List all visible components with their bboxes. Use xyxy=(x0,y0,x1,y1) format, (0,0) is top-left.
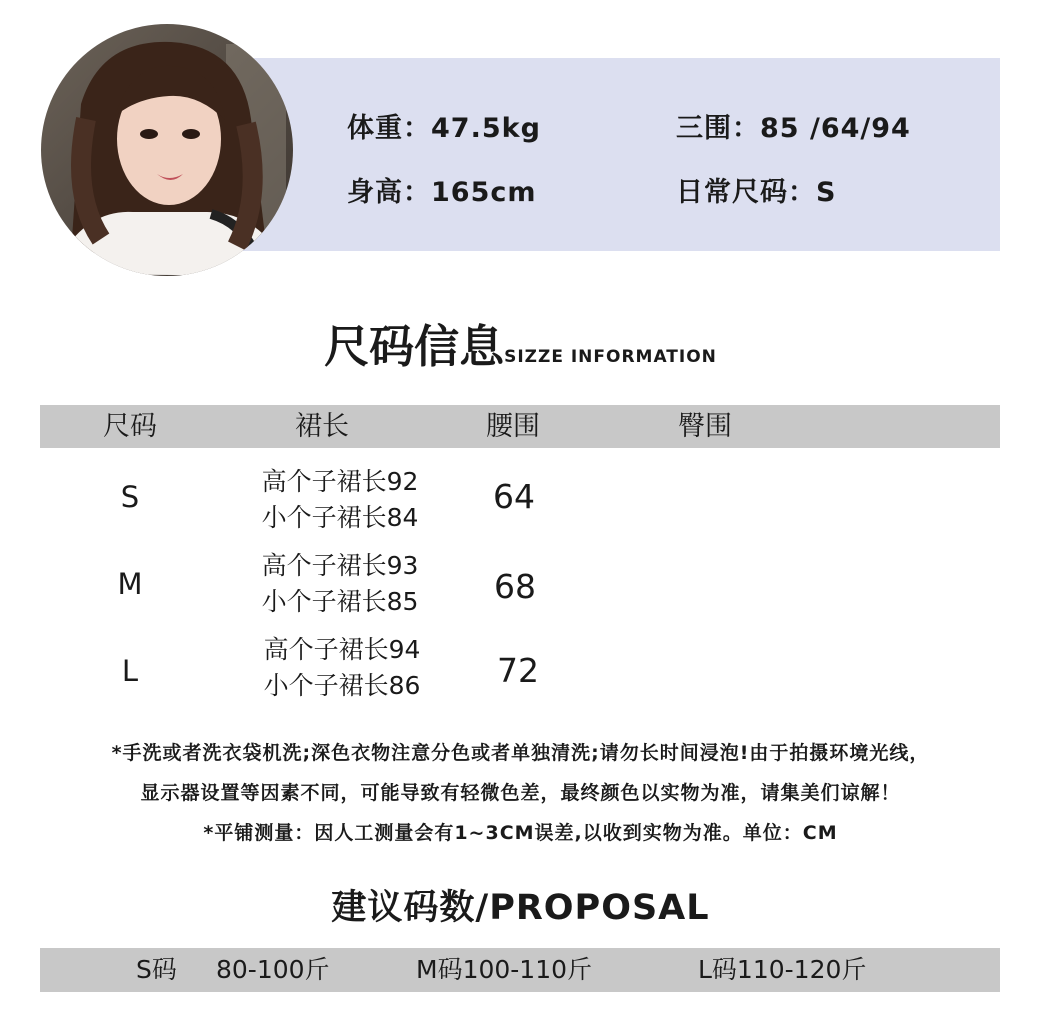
header-waist: 腰围 xyxy=(486,411,540,442)
care-note-line-1: *手洗或者洗衣袋机洗;深色衣物注意分色或者单独清洗;请勿长时间浸泡!由于拍摄环境光线， xyxy=(111,742,930,764)
size-m: M xyxy=(117,567,143,601)
length-tall-l: 高个子裙长94 xyxy=(263,635,421,664)
waist-l: 72 xyxy=(497,651,539,690)
daily-size-value: S xyxy=(816,177,837,208)
header-hip: 臀围 xyxy=(678,411,732,442)
model-info-band xyxy=(190,58,1000,251)
size-table-header xyxy=(40,405,1000,448)
waist-s: 64 xyxy=(493,477,535,516)
length-tall-m: 高个子裙长93 xyxy=(261,551,419,580)
header-length: 裙长 xyxy=(295,411,349,442)
length-short-s: 小个子裙长84 xyxy=(261,503,419,532)
height-label: 身高： xyxy=(347,177,431,208)
size-info-subtitle: SIZZE INFORMATION xyxy=(504,347,717,367)
measurement-note: *平铺测量：因人工测量会有1~3CM误差,以收到实物为准。单位：CM xyxy=(203,822,838,844)
length-l xyxy=(232,632,452,704)
care-note-line-2: 显示器设置等因素不同，可能导致有轻微色差，最终颜色以实物为准，请集美们谅解！ xyxy=(140,782,901,804)
size-l: L xyxy=(121,654,139,688)
size-info-title: 尺码信息 xyxy=(324,320,505,373)
weight-value: 47.5kg xyxy=(431,113,541,144)
proposal-title: 建议码数/PROPOSAL xyxy=(331,888,710,928)
weight-info xyxy=(347,106,541,145)
size-s: S xyxy=(120,480,140,514)
length-short-m: 小个子裙长85 xyxy=(261,587,419,616)
weight-label: 体重： xyxy=(347,113,431,144)
measurements-value: 85 /64/94 xyxy=(760,113,911,144)
length-tall-s: 高个子裙长92 xyxy=(261,467,419,496)
waist-m: 68 xyxy=(494,567,536,606)
height-info xyxy=(347,170,537,209)
height-value: 165cm xyxy=(431,177,537,208)
measurements-info xyxy=(676,106,911,145)
daily-size-info xyxy=(676,170,836,209)
proposal-bar xyxy=(40,948,1000,992)
model-photo-illustration xyxy=(41,24,293,276)
proposal-size-s: S码 xyxy=(136,955,177,984)
proposal-size-l: L码110-120斤 xyxy=(698,955,867,984)
daily-size-label: 日常尺码： xyxy=(676,177,816,208)
proposal-size-m: M码100-110斤 xyxy=(416,955,593,984)
length-short-l: 小个子裙长86 xyxy=(263,671,421,700)
model-photo xyxy=(41,24,293,276)
length-s xyxy=(230,464,450,536)
size-info-heading xyxy=(0,310,1041,375)
measurements-label: 三围： xyxy=(676,113,760,144)
length-m xyxy=(230,548,450,620)
header-size: 尺码 xyxy=(103,411,157,442)
proposal-range-s: 80-100斤 xyxy=(216,955,330,984)
